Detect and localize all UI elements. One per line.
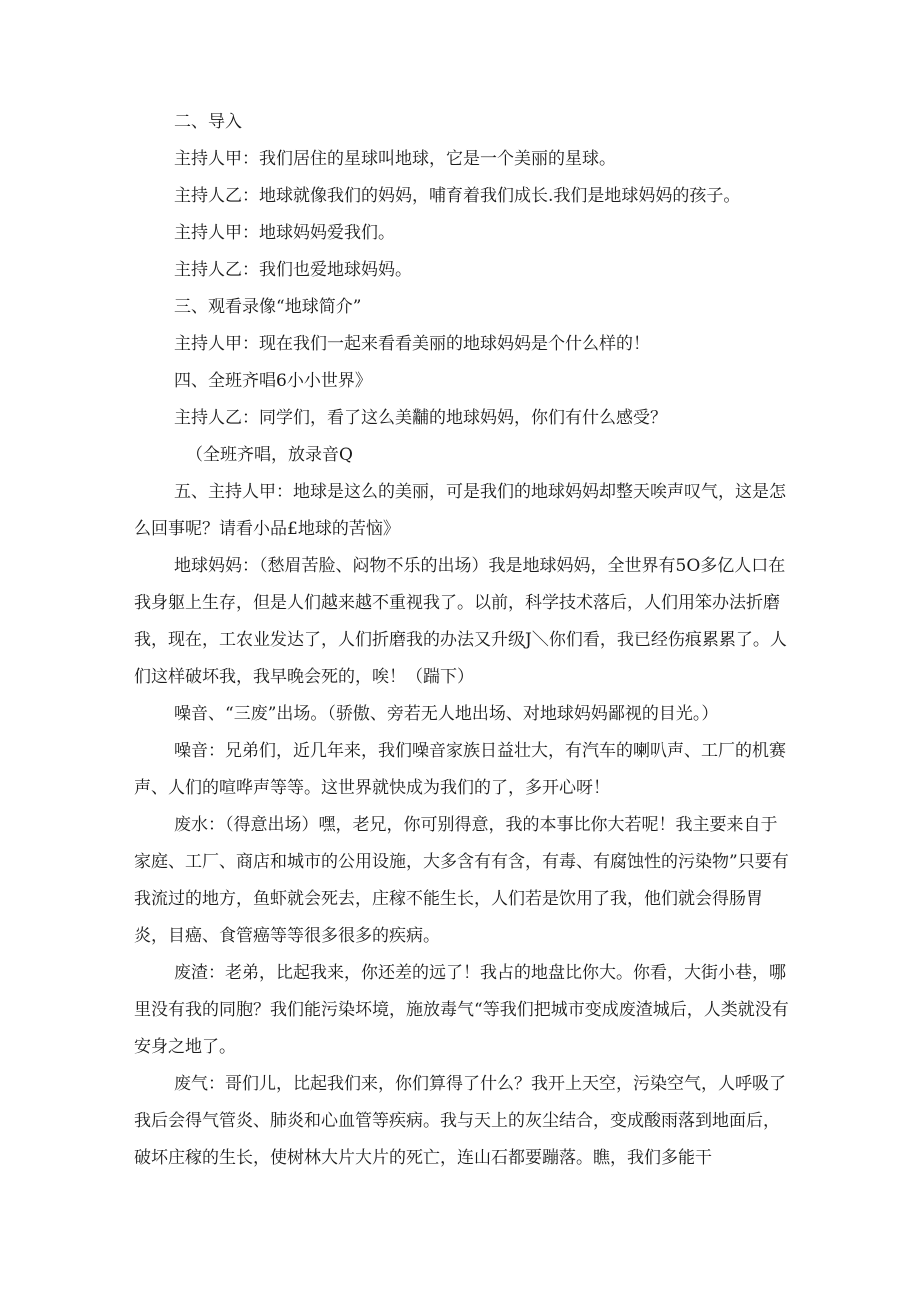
dialogue-host-b-3: 主持人乙：同学们，看了这么美黼的地球妈妈，你们有什么感受？ xyxy=(174,408,667,428)
dialogue-waste-residue: 废渣：老弟，比起我来，你还差的远了！我占的地盘比你大。你看，大街小巷，哪里没有我的同胞？我们能污染坏境，施放毒气“等我们把城市变成废渣城后，人类就没有安身之地了。 xyxy=(134,963,789,1057)
stage-direction-three-wastes: 噪音、“三废”出场。（骄傲、旁若无人地出场、对地球妈妈鄙视的目光。） xyxy=(174,704,719,724)
dialogue-earth-mother: 地球妈妈：（愁眉苦脸、闷物不乐的出场）我是地球妈妈，全世界有5O多亿人口在我身躯上生存，但是人们越来越不重视我了。以前，科学技术落后，人们用笨办法折磨我，现在，工农业发达了，人们折磨我的办法又升级J＼你们看，我已经伤痕累累了。人们这样破坏我，我早晚会死的，唉！（踹下） xyxy=(134,556,787,687)
dialogue-host-a-1: 主持人甲：我们居住的星球叫地球，它是一个美丽的星球。 xyxy=(174,149,616,169)
dialogue-noise: 噪音：兄弟们，近几年来，我们噪音家族日益壮大，有汽车的喇叭声、工厂的机赛声、人们的喧哗声等等。这世界就快成为我们的了，多开心呀！ xyxy=(134,741,786,798)
heading-watch-video: 三、观看录像“地球简介” xyxy=(174,297,362,317)
stage-direction-sing: （全班齐唱，放录音Q xyxy=(186,445,353,465)
dialogue-host-b-2: 主持人乙：我们也爱地球妈妈。 xyxy=(174,260,412,280)
document-body xyxy=(134,104,794,1177)
heading-skit: 五、主持人甲：地球是这么的美丽，可是我们的地球妈妈却整天唉声叹气，这是怎么回事呢？请看小品£地球的苦恼》 xyxy=(134,482,786,539)
dialogue-waste-gas: 废气：哥们儿，比起我们来，你们算得了什么？我开上天空，污染空气，人呼吸了我后会得气管炎、肺炎和心血管等疾病。我与天上的灰尘结合，变成酸雨落到地面后，破坏庄稼的生长，使树林大片大片的死亡，连山石都要蹦落。瞧，我们多能干 xyxy=(134,1074,786,1168)
heading-class-sing: 四、全班齐唱6小小世界》 xyxy=(174,371,372,391)
dialogue-host-b-1: 主持人乙：地球就像我们的妈妈，哺育着我们成长.我们是地球妈妈的孩子。 xyxy=(174,186,741,206)
dialogue-host-a-3: 主持人甲：现在我们一起来看看美丽的地球妈妈是个什么样的！ xyxy=(174,334,650,354)
dialogue-host-a-2: 主持人甲：地球妈妈爱我们。 xyxy=(174,223,395,243)
dialogue-waste-water: 废水：（得意出场）嘿，老兄，你可别得意，我的本事比你大若呢！我主要来自于家庭、工厂、商店和城市的公用设施，大多含有有含，有毒、有腐蚀性的污染物”只要有我流过的地方，鱼虾就会死去，庄稼不能生长，人们若是饮用了我，他们就会得肠胃炎，目癌、食管癌等等很多很多的疾病。 xyxy=(134,815,789,946)
heading-introduction: 二、导入 xyxy=(174,112,242,132)
